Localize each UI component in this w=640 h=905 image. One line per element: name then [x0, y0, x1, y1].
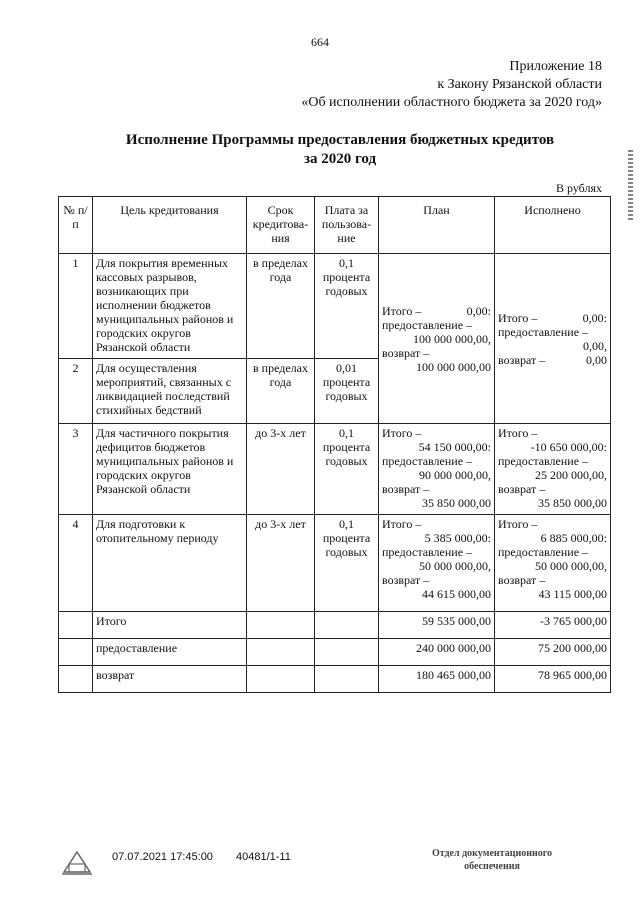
row-term: до 3-х лет — [247, 424, 315, 515]
exec-provide-value: 50 000 000,00, — [535, 559, 607, 573]
header-fee: Плата за пользова-ние — [315, 197, 379, 254]
plan-return-label: возврат – — [382, 482, 430, 496]
exec-provide-value: 0,00, — [583, 338, 607, 353]
table-row — [59, 515, 611, 612]
row-no: 4 — [59, 515, 93, 612]
exec-total-value: -10 650 000,00: — [530, 440, 607, 454]
plan-return-value: 35 850 000,00 — [422, 496, 491, 510]
exec-total-label: Итого – — [498, 517, 538, 531]
appendix-header — [301, 58, 602, 112]
page-number: 664 — [311, 35, 329, 49]
header-executed: Исполнено — [495, 197, 611, 254]
exec-return-label: возврат – — [498, 352, 546, 367]
rows12-executed-cell — [495, 254, 611, 424]
document-title — [60, 131, 620, 169]
row-term: до 3-х лет — [247, 515, 315, 612]
plan-return-value: 44 615 000,00 — [422, 587, 491, 601]
header-purpose: Цель кредитования — [93, 197, 247, 254]
return-plan: 180 465 000,00 — [379, 666, 495, 693]
exec-provide-label: предоставление – — [498, 324, 589, 339]
row-fee: 0,1 процента годовых — [315, 515, 379, 612]
footer-doc-number: 40481/1-11 — [236, 851, 291, 863]
table-header-row — [59, 197, 611, 254]
exec-provide-value: 25 200 000,00, — [535, 468, 607, 482]
row-fee: 0,01 процента годовых — [315, 359, 379, 424]
totals-row — [59, 612, 611, 639]
exec-return-value: 43 115 000,00 — [538, 587, 607, 601]
plan-total-label: Итого – — [382, 517, 422, 531]
appendix-line-2: к Закону Рязанской области — [437, 77, 602, 92]
provide-plan: 240 000 000,00 — [379, 639, 495, 666]
row-purpose: Для покрытия временных кассовых разрывов, возникающих при исполнении бюджетов муниципальных районов и городских округов Рязанской области — [93, 254, 247, 359]
plan-total-label: Итого – — [382, 303, 422, 318]
plan-total-value: 54 150 000,00: — [418, 440, 491, 454]
total-plan: 59 535 000,00 — [379, 612, 495, 639]
appendix-line-1: Приложение 18 — [509, 59, 602, 74]
emblem-icon — [60, 846, 94, 876]
plan-return-value: 100 000 000,00 — [416, 359, 491, 374]
row-no: 3 — [59, 424, 93, 515]
row-purpose: Для частичного покрытия дефицитов бюджетов муниципальных районов и городских округов Рязанской области — [93, 424, 247, 515]
row-fee: 0,1 процента годовых — [315, 254, 379, 359]
plan-provide-value: 90 000 000,00, — [419, 468, 491, 482]
stamp-line-1: Отдел документационного — [431, 848, 553, 859]
provide-row — [59, 639, 611, 666]
row-term: в пределах года — [247, 254, 315, 359]
plan-provide-label: предоставление – — [382, 317, 473, 332]
plan-provide-value: 100 000 000,00, — [413, 331, 491, 346]
table-row — [59, 254, 611, 359]
footer-date: 07.07.2021 17:45:00 — [112, 851, 213, 863]
appendix-line-3: «Об исполнении областного бюджета за 2020 год» — [301, 95, 602, 110]
row-no: 1 — [59, 254, 93, 359]
exec-total-value: 6 885 000,00: — [540, 531, 607, 545]
row-plan-cell — [379, 424, 495, 515]
return-executed: 78 965 000,00 — [495, 666, 611, 693]
total-label: Итого — [93, 612, 247, 639]
plan-provide-label: предоставление – — [382, 454, 473, 468]
plan-provide-value: 50 000 000,00, — [419, 559, 491, 573]
row-fee: 0,1 процента годовых — [315, 424, 379, 515]
provide-executed: 75 200 000,00 — [495, 639, 611, 666]
plan-total-label: Итого – — [382, 426, 422, 440]
title-line-2: за 2020 год — [303, 151, 377, 167]
header-plan: План — [379, 197, 495, 254]
units-label: В рублях — [555, 181, 602, 195]
total-executed: -3 765 000,00 — [495, 612, 611, 639]
exec-return-label: возврат – — [498, 573, 546, 587]
row-executed-cell — [495, 515, 611, 612]
plan-total-value: 5 385 000,00: — [424, 531, 491, 545]
row-plan-cell — [379, 515, 495, 612]
stamp-line-2: обеспечения — [464, 861, 520, 872]
exec-provide-label: предоставление – — [498, 454, 589, 468]
scan-edge-mark — [628, 150, 633, 220]
row-no: 2 — [59, 359, 93, 424]
exec-return-value: 0,00 — [586, 352, 607, 367]
plan-total-value: 0,00: — [466, 303, 491, 318]
header-no: № п/п — [59, 197, 93, 254]
plan-provide-label: предоставление – — [382, 545, 473, 559]
department-stamp — [418, 847, 566, 873]
row-purpose: Для подготовки к отопительному периоду — [93, 515, 247, 612]
exec-total-label: Итого – — [498, 310, 538, 325]
exec-return-label: возврат – — [498, 482, 546, 496]
return-label: возврат — [93, 666, 247, 693]
exec-total-label: Итого – — [498, 426, 538, 440]
plan-return-label: возврат – — [382, 573, 430, 587]
row-purpose: Для осуществления мероприятий, связанных с ликвидацией последствий стихийных бедствий — [93, 359, 247, 424]
row-term: в пределах года — [247, 359, 315, 424]
header-term: Срок кредитова-ния — [247, 197, 315, 254]
row-executed-cell — [495, 424, 611, 515]
exec-return-value: 35 850 000,00 — [538, 496, 607, 510]
rows12-plan-cell — [379, 254, 495, 424]
table-row — [59, 424, 611, 515]
provide-label: предоставление — [93, 639, 247, 666]
plan-return-label: возврат – — [382, 345, 430, 360]
exec-provide-label: предоставление – — [498, 545, 589, 559]
title-line-1: Исполнение Программы предоставления бюджетных кредитов — [125, 132, 555, 148]
credit-program-table — [58, 196, 611, 693]
return-row — [59, 666, 611, 693]
exec-total-value: 0,00: — [582, 310, 607, 325]
